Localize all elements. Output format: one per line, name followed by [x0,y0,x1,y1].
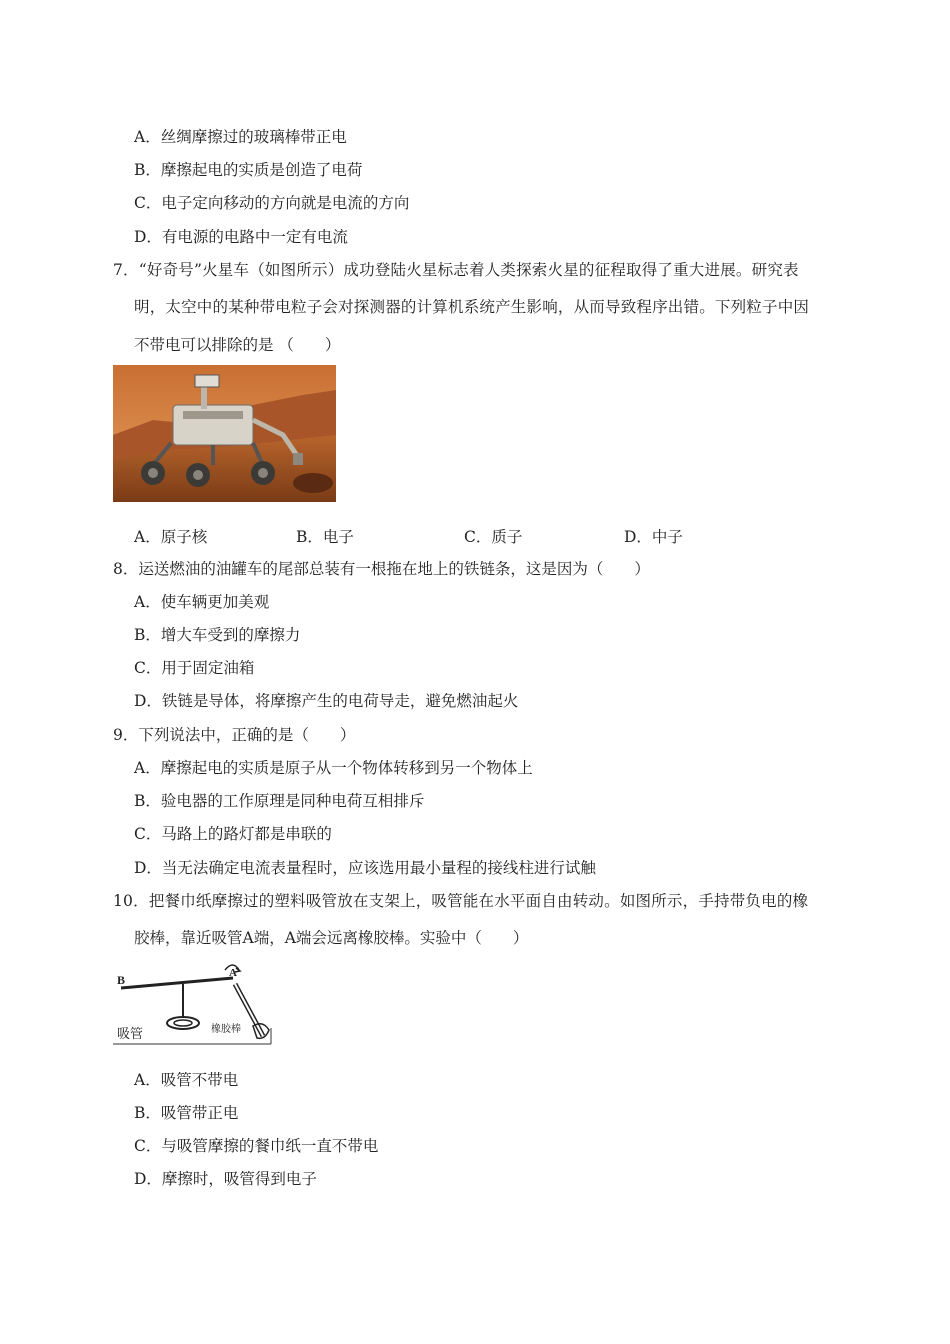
q9-option-d: D．当无法确定电流表量程时，应该选用最小量程的接线柱进行试触 [134,859,596,877]
straw-experiment-figure [113,958,273,1048]
q10-stem-line-1: 10．把餐巾纸摩擦过的塑料吸管放在支架上，吸管能在水平面自由转动。如图所示，手持带负电的橡 [113,892,809,910]
mars-rover-image [113,365,336,502]
q8-stem: 8．运送燃油的油罐车的尾部总装有一根拖在地上的铁链条，这是因为（ ） [113,560,650,578]
label-straw: 吸管 [117,1027,144,1042]
q9-option-a: A．摩擦起电的实质是原子从一个物体转移到另一个物体上 [134,759,533,777]
q6-option-b: B．摩擦起电的实质是创造了电荷 [134,161,363,179]
q7-options-row [134,525,754,547]
q9-stem: 9．下列说法中，正确的是（ ） [113,726,356,744]
q10-option-c: C．与吸管摩擦的餐巾纸一直不带电 [134,1137,379,1155]
q7-option-c: C．质子 [464,528,523,546]
q9-option-c: C．马路上的路灯都是串联的 [134,825,332,843]
label-rod: 橡胶棒 [211,1024,241,1035]
q7-option-b: B．电子 [296,528,354,546]
label-a: A [229,967,237,979]
label-b: B [117,973,126,987]
q8-option-a: A．使车辆更加美观 [134,593,270,611]
q10-stem-line-2: 胶棒，靠近吸管A端，A端会远离橡胶棒。实验中（ ） [134,929,529,947]
q7-stem-line-3: 不带电可以排除的是 （ ） [134,336,341,354]
q7-stem-line-2: 明，太空中的某种带电粒子会对探测器的计算机系统产生影响，从而导致程序出错。下列粒子中因 [134,298,810,316]
q9-option-b: B．验电器的工作原理是同种电荷互相排斥 [134,792,425,810]
q7-option-a: A．原子核 [134,528,208,546]
q10-option-d: D．摩擦时，吸管得到电子 [134,1170,317,1188]
q8-option-b: B．增大车受到的摩擦力 [134,626,301,644]
q6-option-d: D．有电源的电路中一定有电流 [134,228,348,246]
q10-option-b: B．吸管带正电 [134,1104,239,1122]
q6-option-a: A．丝绸摩擦过的玻璃棒带正电 [134,128,347,146]
q8-option-d: D．铁链是导体，将摩擦产生的电荷导走，避免燃油起火 [134,692,519,710]
q8-option-c: C．用于固定油箱 [134,659,255,677]
q7-stem-line-1: 7．“好奇号”火星车（如图所示）成功登陆火星标志着人类探索火星的征程取得了重大进展。研究表 [113,261,799,279]
q10-option-a: A．吸管不带电 [134,1071,239,1089]
q7-option-d: D．中子 [624,528,683,546]
q6-option-c: C．电子定向移动的方向就是电流的方向 [134,194,410,212]
